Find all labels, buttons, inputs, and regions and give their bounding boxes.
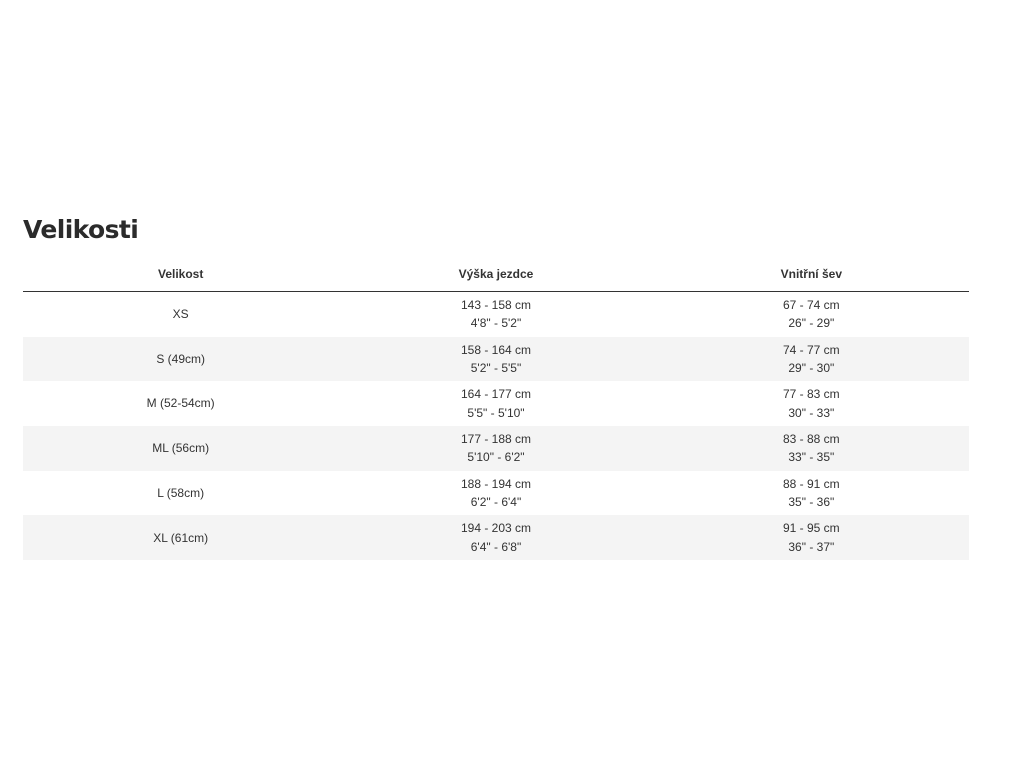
size-cell: XS bbox=[172, 307, 189, 322]
inseam-cell bbox=[654, 337, 969, 382]
rider-height-cm: 164 - 177 cm bbox=[460, 387, 532, 402]
page-title: Velikosti bbox=[23, 215, 139, 244]
inseam-cell bbox=[654, 292, 969, 337]
inseam-in: 36" - 37" bbox=[788, 539, 835, 554]
inseam-cm: 77 - 83 cm bbox=[782, 387, 840, 402]
inseam-cell bbox=[654, 426, 969, 471]
inseam-cell bbox=[654, 471, 969, 516]
rider-height-ft: 5'2" - 5'5" bbox=[470, 361, 522, 376]
inseam-cm: 88 - 91 cm bbox=[782, 476, 840, 491]
inseam-in: 33" - 35" bbox=[788, 450, 835, 465]
rider-height-cm: 177 - 188 cm bbox=[460, 431, 532, 446]
size-cell: M (52-54cm) bbox=[146, 396, 215, 411]
table-row bbox=[23, 292, 969, 337]
rider-height-cell bbox=[338, 471, 653, 516]
inseam-cm: 74 - 77 cm bbox=[782, 342, 840, 357]
inseam-cm: 91 - 95 cm bbox=[782, 521, 840, 536]
rider-height-ft: 6'2" - 6'4" bbox=[470, 495, 522, 510]
table-row bbox=[23, 337, 969, 382]
rider-height-cell bbox=[338, 292, 653, 337]
inseam-cm: 67 - 74 cm bbox=[782, 297, 840, 312]
size-table bbox=[23, 256, 969, 560]
inseam-cell bbox=[654, 515, 969, 560]
rider-height-ft: 5'5" - 5'10" bbox=[467, 405, 525, 420]
inseam-in: 35" - 36" bbox=[788, 495, 835, 510]
size-cell: ML (56cm) bbox=[23, 426, 338, 471]
table-row bbox=[23, 471, 969, 516]
column-header-rider-height: Výška jezdce bbox=[338, 256, 653, 292]
rider-height-ft: 4'8" - 5'2" bbox=[470, 316, 522, 331]
rider-height-cell bbox=[338, 337, 653, 382]
size-chart-section bbox=[23, 212, 969, 560]
inseam-in: 26" - 29" bbox=[788, 316, 835, 331]
rider-height-cm: 194 - 203 cm bbox=[460, 521, 532, 536]
rider-height-ft: 5'10" - 6'2" bbox=[467, 450, 525, 465]
size-cell: L (58cm) bbox=[157, 485, 205, 500]
rider-height-cell bbox=[338, 381, 653, 426]
size-cell: XL (61cm) bbox=[23, 515, 338, 560]
table-row bbox=[23, 426, 969, 471]
column-header-size: Velikost bbox=[23, 256, 338, 292]
inseam-in: 29" - 30" bbox=[788, 361, 835, 376]
table-row bbox=[23, 381, 969, 426]
table-header bbox=[23, 256, 969, 292]
rider-height-cm: 143 - 158 cm bbox=[460, 297, 532, 312]
table-body bbox=[23, 292, 969, 561]
table-row bbox=[23, 515, 969, 560]
inseam-cell bbox=[654, 381, 969, 426]
rider-height-ft: 6'4" - 6'8" bbox=[470, 539, 522, 554]
inseam-in: 30" - 33" bbox=[788, 405, 835, 420]
inseam-cm: 83 - 88 cm bbox=[782, 431, 840, 446]
rider-height-cm: 158 - 164 cm bbox=[460, 342, 532, 357]
size-cell: S (49cm) bbox=[23, 337, 338, 382]
rider-height-cell bbox=[338, 515, 653, 560]
rider-height-cell bbox=[338, 426, 653, 471]
table-header-row bbox=[23, 256, 969, 292]
rider-height-cm: 188 - 194 cm bbox=[460, 476, 532, 491]
column-header-inseam: Vnitřní šev bbox=[654, 256, 969, 292]
